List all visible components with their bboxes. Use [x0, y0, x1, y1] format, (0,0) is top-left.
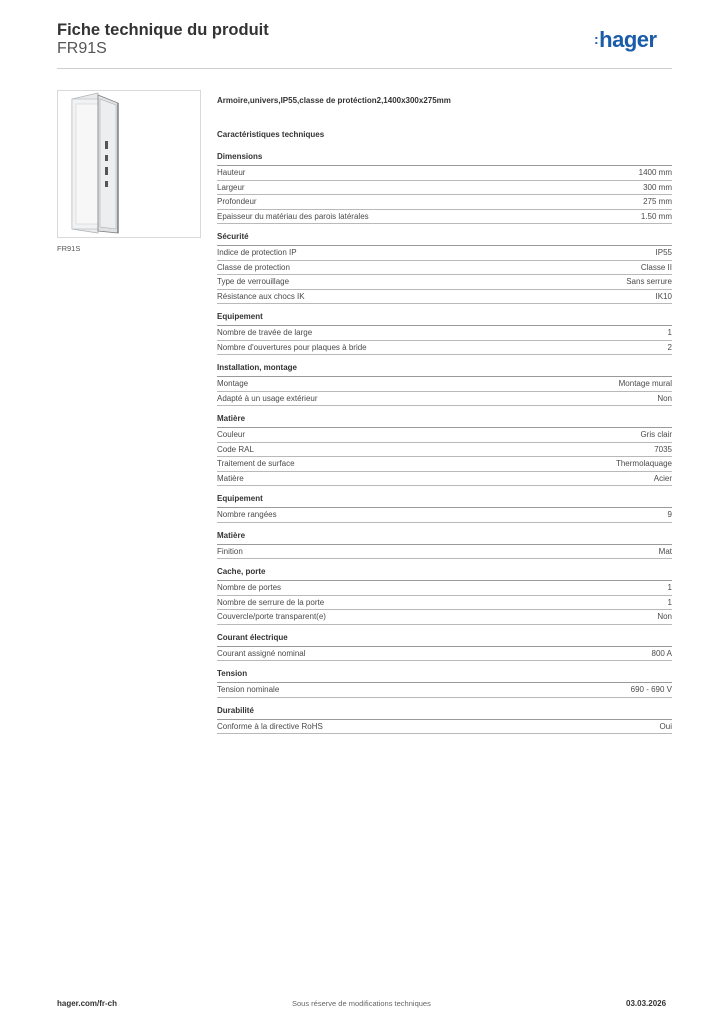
spec-section [217, 414, 672, 486]
spec-label: Traitement de surface [217, 459, 295, 468]
spec-row [217, 166, 672, 181]
spec-value: Gris clair [640, 430, 672, 439]
header-divider [57, 68, 672, 69]
spec-row [217, 326, 672, 341]
spec-row [217, 392, 672, 407]
spec-sections [217, 152, 672, 734]
spec-section [217, 531, 672, 560]
section-title: Dimensions [217, 152, 672, 166]
spec-section [217, 152, 672, 224]
spec-value: 275 mm [643, 197, 672, 206]
spec-section [217, 706, 672, 735]
spec-label: Classe de protection [217, 262, 290, 272]
spec-value: Oui [659, 721, 672, 731]
spec-row [217, 261, 672, 276]
spec-value: 690 - 690 V [630, 685, 672, 694]
section-title: Durabilité [217, 706, 672, 720]
spec-label: Largeur [217, 182, 245, 192]
spec-label: Couleur [217, 430, 246, 439]
spec-row [217, 596, 672, 611]
spec-value: 1 [667, 328, 672, 337]
spec-value: Classe II [640, 262, 672, 272]
spec-row [217, 610, 672, 625]
spec-value: 800 A [651, 648, 672, 658]
section-title: Courant électrique [217, 633, 672, 647]
spec-section [217, 494, 672, 523]
spec-label: Code RAL [217, 444, 254, 454]
spec-label: Tension nominale [217, 685, 280, 694]
image-caption: FR91S [57, 244, 81, 253]
spec-subtitle: Caractéristiques techniques [217, 130, 325, 139]
spec-label: Nombre d'ouvertures pour plaques à bride [217, 342, 367, 352]
spec-row [217, 181, 672, 196]
spec-label: Adapté à un usage extérieur [217, 393, 318, 403]
spec-row [217, 472, 672, 487]
spec-value: 1 [667, 597, 672, 607]
spec-value: 300 mm [643, 182, 672, 192]
spec-row [217, 508, 672, 523]
spec-label: Couvercle/porte transparent(e) [217, 612, 326, 621]
spec-label: Finition [217, 546, 243, 556]
product-code: FR91S [57, 40, 107, 57]
spec-label: Nombre rangées [217, 510, 277, 519]
section-title: Tension [217, 669, 672, 683]
spec-section [217, 669, 672, 698]
spec-label: Conforme à la directive RoHS [217, 721, 323, 731]
spec-row [217, 246, 672, 261]
section-title: Equipement [217, 494, 672, 508]
section-title: Equipement [217, 312, 672, 326]
spec-value: Acier [653, 473, 672, 483]
hager-logo [594, 27, 657, 53]
spec-section [217, 232, 672, 304]
spec-row [217, 377, 672, 392]
footer-notice: Sous réserve de modifications techniques [292, 999, 431, 1008]
spec-row [217, 195, 672, 210]
section-title: Installation, montage [217, 363, 672, 377]
spec-value: IP55 [655, 248, 672, 257]
spec-row [217, 210, 672, 225]
logo-text: hager [599, 27, 657, 52]
product-image [57, 90, 201, 238]
footer-date: 03.03.2026 [626, 999, 667, 1008]
spec-row [217, 683, 672, 698]
footer-website: hager.com/fr-ch [57, 999, 118, 1008]
spec-section [217, 633, 672, 662]
spec-label: Courant assigné nominal [217, 648, 306, 658]
spec-value: IK10 [655, 291, 672, 301]
product-description: Armoire,univers,IP55,classe de protéction2,1400x300x275mm [217, 96, 451, 105]
section-title: Matière [217, 414, 672, 428]
page-title: Fiche technique du produit [57, 21, 269, 39]
spec-row [217, 275, 672, 290]
spec-value: 2 [667, 342, 672, 352]
spec-section [217, 363, 672, 406]
spec-value: Montage mural [618, 379, 672, 388]
spec-label: Type de verrouillage [217, 277, 290, 286]
spec-row [217, 457, 672, 472]
section-title: Matière [217, 531, 672, 545]
spec-row [217, 720, 672, 735]
spec-section [217, 312, 672, 355]
spec-label: Nombre de travée de large [217, 328, 313, 337]
spec-value: 9 [667, 510, 672, 519]
spec-row [217, 428, 672, 443]
spec-row [217, 443, 672, 458]
spec-value: 1 [667, 583, 672, 592]
spec-content [217, 96, 672, 742]
spec-value: Non [657, 612, 672, 621]
spec-row [217, 545, 672, 560]
spec-value: Mat [658, 546, 672, 556]
spec-value: Thermolaquage [615, 459, 672, 468]
spec-row [217, 341, 672, 356]
section-title: Sécurité [217, 232, 672, 246]
spec-label: Matière [217, 473, 244, 483]
spec-label: Hauteur [217, 168, 246, 177]
section-title: Cache, porte [217, 567, 672, 581]
spec-label: Epaisseur du matériau des parois latérales [217, 211, 369, 221]
spec-row [217, 581, 672, 596]
spec-row [217, 647, 672, 662]
spec-label: Profondeur [217, 197, 257, 206]
spec-value: Non [657, 393, 672, 403]
spec-row [217, 290, 672, 305]
spec-value: 7035 [654, 444, 672, 454]
spec-label: Indice de protection IP [217, 248, 297, 257]
spec-label: Nombre de serrure de la porte [217, 597, 325, 607]
spec-label: Nombre de portes [217, 583, 282, 592]
spec-label: Résistance aux chocs IK [217, 291, 305, 301]
spec-value: 1400 mm [638, 168, 672, 177]
spec-value: Sans serrure [626, 277, 672, 286]
spec-label: Montage [217, 379, 249, 388]
logo-prefix: : [594, 31, 599, 47]
spec-value: 1.50 mm [640, 211, 672, 221]
cabinet-illustration [58, 91, 200, 237]
spec-section [217, 567, 672, 625]
